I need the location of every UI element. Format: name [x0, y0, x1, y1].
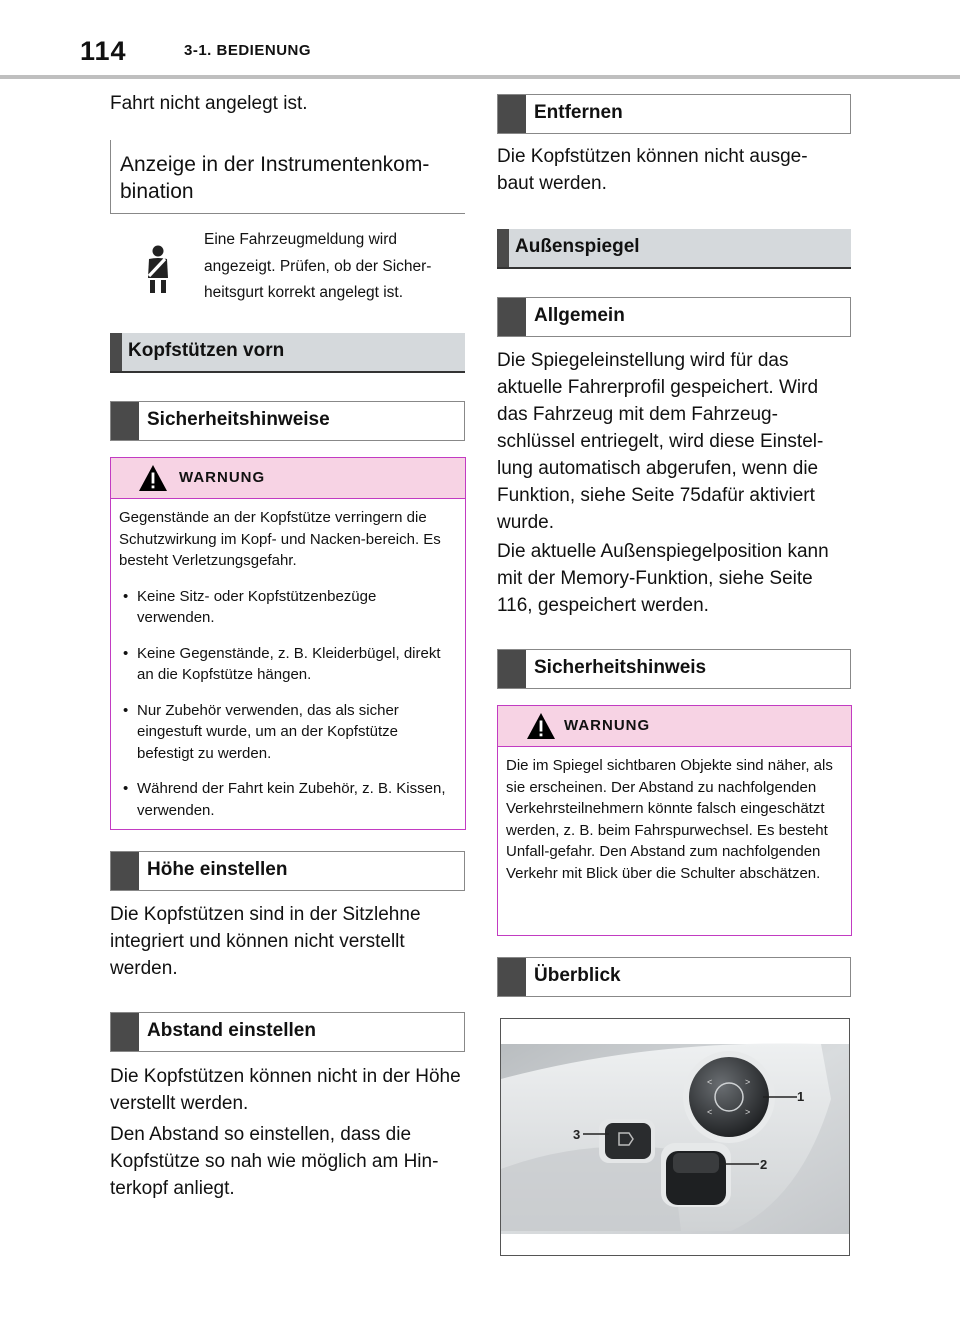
- subheading-text: Höhe einstellen: [147, 859, 288, 880]
- list-item-text: Nur Zubehör verwenden, das als sicher eingestuft wurde, um an der Kopfstütze befestigt zu werden.: [137, 701, 399, 762]
- subheading-entfernen: [497, 94, 851, 134]
- seatbelt-icon: [140, 244, 176, 296]
- bullet: •: [123, 587, 129, 605]
- warning-box-kopfstuetze: [110, 457, 466, 830]
- entfernen-text: Die Kopfstützen können nicht ausge-baut werden.: [497, 146, 808, 194]
- section-heading-kopfstuetzen: [110, 333, 465, 373]
- intro-text: Fahrt nicht angelegt ist.: [110, 93, 308, 114]
- heading-bar: [498, 958, 526, 996]
- warning-text: Die im Spiegel sichtbaren Objekte sind näher, als sie erscheinen. Der Abstand zu nachfolgenden Verkehrsteilnehmern könnte falsch eingeschätzt werden, z. B. beim Fahrspurwechsel. Es besteht Unfall-gefahr. Den Abstand zum nachfolgenden Verkehr mit Blick über die Schulter abschätzen.: [506, 757, 833, 882]
- hoehe-text: Die Kopfstützen sind in der Sitzlehne integriert und können nicht verstellt werden.: [110, 904, 421, 979]
- warning-label: WARNUNG: [179, 469, 266, 486]
- subheading-sicherheitshinweise: [110, 401, 465, 441]
- list-item: [119, 778, 457, 821]
- allgemein-text-2: Die aktuelle Außenspiegelposition kann mit der Memory-Funktion, siehe Seite 116, gespeichert werden.: [497, 541, 829, 616]
- seatbelt-message-line: angezeigt. Prüfen, ob der Sicher-: [204, 257, 432, 275]
- list-item: [119, 643, 457, 686]
- warning-header: [498, 706, 851, 747]
- subheading-hoehe: [110, 851, 465, 891]
- warning-label: WARNUNG: [564, 717, 651, 734]
- section-heading-text: Kopfstützen vorn: [128, 340, 285, 361]
- svg-text:>: >: [745, 1107, 751, 1117]
- mirror-control-photo: [500, 1018, 850, 1256]
- warning-triangle-icon: [138, 464, 168, 492]
- instrument-heading: Anzeige in der Instrumentenkom- bination: [120, 153, 430, 203]
- list-item-text: Keine Gegenstände, z. B. Kleiderbügel, direkt an die Kopfstütze hängen.: [137, 644, 441, 683]
- list-item: [119, 700, 457, 765]
- warning-list: [119, 586, 457, 822]
- callout-1: 1: [797, 1089, 805, 1104]
- warning-intro: Gegenstände an der Kopfstütze verringern die Schutzwirkung im Kopf- und Nacken-bereich. Es besteht Verletzungsgefahr.: [119, 509, 441, 569]
- list-item-text: Keine Sitz- oder Kopfstützenbezüge verwenden.: [137, 587, 377, 626]
- subheading-text: Allgemein: [534, 305, 625, 326]
- subheading-text: Sicherheitshinweise: [147, 409, 330, 430]
- bullet: •: [123, 701, 129, 719]
- abstand-text-2: Den Abstand so einstellen, dass die Kopfstütze so nah wie möglich am Hin-terkopf anliegt.: [110, 1124, 439, 1199]
- callout-2: 2: [760, 1157, 768, 1172]
- subheading-sicherheitshinweis: [497, 649, 851, 689]
- allgemein-text-1: Die Spiegeleinstellung wird für das aktuelle Fahrerprofil gespeichert. Wird das Fahrzeug mit dem Fahrzeug-schlüssel entriegelt, wird diese Einstel-lung automatisch abgerufen, wenn die Funktion, siehe Seite 75dafür aktiviert wurde.: [497, 350, 824, 533]
- svg-text:>: >: [745, 1077, 751, 1087]
- heading-bar: [111, 852, 139, 890]
- subheading-text: Sicherheitshinweis: [534, 657, 707, 678]
- list-item-text: Während der Fahrt kein Zubehör, z. B. Kissen, verwenden.: [137, 780, 446, 819]
- heading-bar: [110, 333, 122, 371]
- heading-bar: [497, 229, 509, 267]
- callout-3: 3: [573, 1127, 581, 1142]
- heading-bar: [111, 1013, 139, 1051]
- heading-bar: [111, 402, 139, 440]
- abstand-text-1: Die Kopfstützen können nicht in der Höhe verstellt werden.: [110, 1066, 461, 1114]
- section-heading-aussenspiegel: [497, 229, 851, 269]
- subheading-abstand: [110, 1012, 465, 1052]
- section-title: 3-1. BEDIENUNG: [184, 42, 312, 59]
- heading-bar: [498, 650, 526, 688]
- svg-text:<: <: [707, 1107, 713, 1117]
- section-heading-text: Außenspiegel: [515, 236, 640, 257]
- instrument-heading-box: [110, 140, 465, 214]
- warning-header: [111, 458, 465, 499]
- heading-bar: [498, 298, 526, 336]
- seatbelt-message-line: Eine Fahrzeugmeldung wird: [204, 231, 397, 248]
- subheading-text: Überblick: [534, 965, 621, 986]
- warning-triangle-icon: [526, 712, 556, 740]
- header-rule: [0, 75, 960, 79]
- subheading-ueberblick: [497, 957, 851, 997]
- list-item: [119, 586, 457, 629]
- svg-text:<: <: [707, 1077, 713, 1087]
- subheading-allgemein: [497, 297, 851, 337]
- seatbelt-message-line: heitsgurt korrekt angelegt ist.: [204, 284, 404, 301]
- page-number: 114: [80, 36, 127, 66]
- warning-box-spiegel: [497, 705, 852, 936]
- bullet: •: [123, 780, 129, 797]
- heading-bar: [498, 95, 526, 133]
- bullet: •: [123, 644, 129, 662]
- seatbelt-message: [204, 227, 469, 307]
- subheading-text: Entfernen: [534, 102, 623, 123]
- subheading-text: Abstand einstellen: [147, 1020, 316, 1041]
